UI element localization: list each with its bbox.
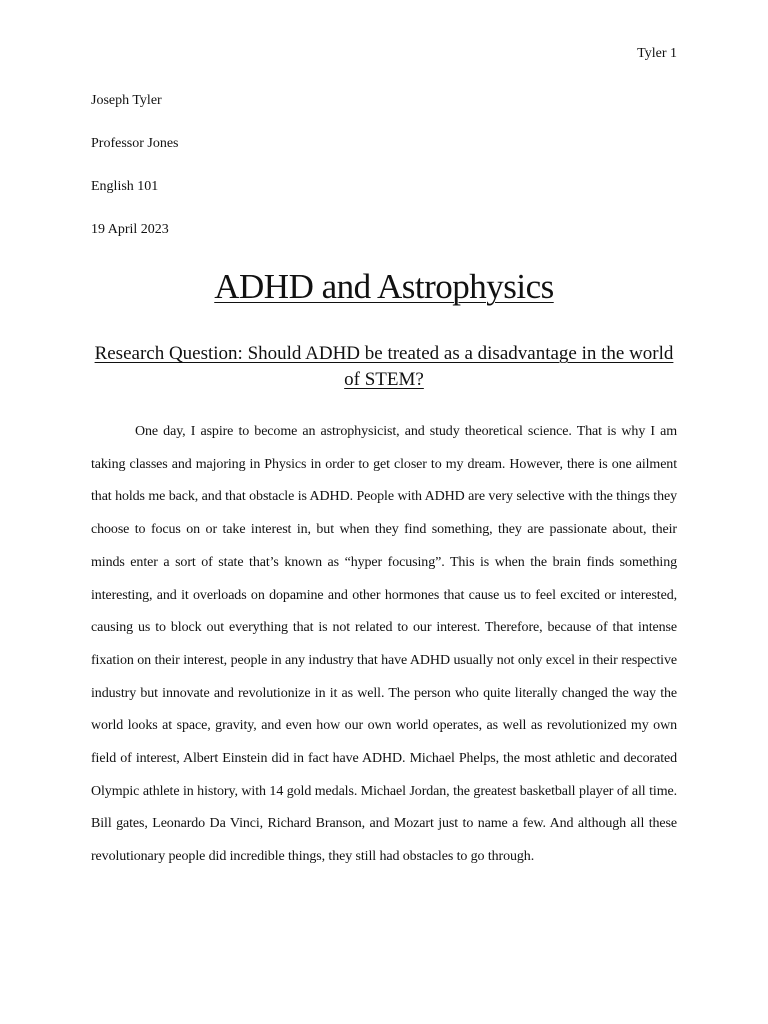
mla-heading	[91, 92, 179, 264]
paper-title: ADHD and Astrophysics	[214, 267, 554, 306]
running-header: Tyler 1	[637, 46, 677, 61]
course-name: English 101	[91, 179, 159, 194]
student-name: Joseph Tyler	[91, 93, 162, 108]
research-question: Research Question: Should ADHD be treated as a disadvantage in the world of STEM?	[94, 343, 674, 390]
paper-date: 19 April 2023	[91, 222, 169, 237]
body-paragraph: One day, I aspire to become an astrophysicist, and study theoretical science. That is why I am taking classes and majoring in Physics in order to get closer to my dream. However, there is one ailment that holds me back, and that obstacle is ADHD. People with ADHD are very selective with the things they choose to focus on or take interest in, but when they find something, they are passionate about, their minds enter a sort of state that’s known as “hyper focusing”. This is when the brain finds something interesting, and it overloads on dopamine and other hormones that cause us to feel excited or interested, causing us to block out everything that is not related to our interest. Therefore, because of that intense fixation on their interest, people in any industry that have ADHD usually not only excel in their respective industry but innovate and revolutionize in it as well. The person who quite literally changed the way the world looks at space, gravity, and even how our own world operates, as well as revolutionized my own field of interest, Albert Einstein did in fact have ADHD. Michael Phelps, the most athletic and decorated Olympic athlete in history, with 14 gold medals. Michael Jordan, the greatest basketball player of all time. Bill gates, Leonardo Da Vinci, Richard Branson, and Mozart just to name a few. And although all these revolutionary people did incredible things, they still had obstacles to go through.	[91, 424, 677, 865]
professor-name: Professor Jones	[91, 136, 179, 151]
